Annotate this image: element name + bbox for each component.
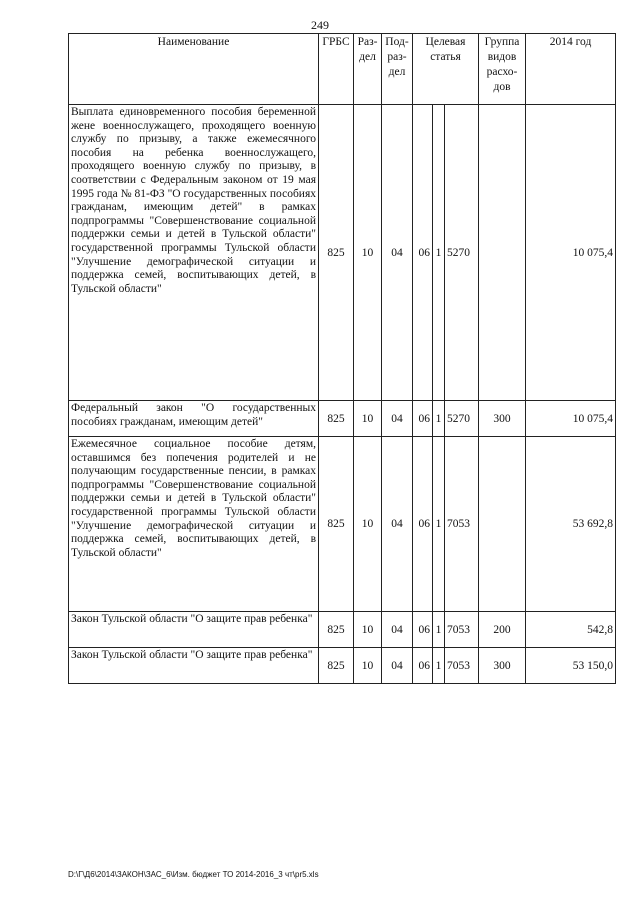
- row-razdel: 10: [354, 401, 382, 437]
- header-razdel: Раз-дел: [354, 34, 382, 105]
- footer-file-path: D:\Г\Д6\2014\ЗАКОН\ЗАС_6\Изм. бюджет ТО 2014-2016_3 чт\pr5.xls: [68, 870, 319, 879]
- row-amount: 53 150,0: [526, 648, 616, 684]
- row-amount: 542,8: [526, 612, 616, 648]
- row-target-subprogram: 1: [433, 437, 445, 612]
- row-target-subprogram: 1: [433, 105, 445, 401]
- row-group: 200: [479, 612, 526, 648]
- row-name: Федеральный закон "О государственных пособиях гражданам, имеющим детей": [69, 401, 319, 437]
- row-target-program: 06: [413, 105, 433, 401]
- table-row: [69, 437, 616, 612]
- row-target-code: 7053: [445, 612, 479, 648]
- page-number: 249: [311, 18, 329, 32]
- row-razdel: 10: [354, 437, 382, 612]
- row-podrazdel: 04: [382, 648, 413, 684]
- row-grbs: 825: [319, 437, 354, 612]
- row-group: [479, 105, 526, 401]
- header-group: Группа видов расхо-дов: [479, 34, 526, 105]
- row-group: [479, 437, 526, 612]
- header-year: 2014 год: [526, 34, 616, 105]
- row-razdel: 10: [354, 612, 382, 648]
- row-podrazdel: 04: [382, 105, 413, 401]
- header-grbs: ГРБС: [319, 34, 354, 105]
- header-podrazdel: Под-раз-дел: [382, 34, 413, 105]
- table-row: [69, 612, 616, 648]
- row-name: Закон Тульской области "О защите прав ребенка": [69, 612, 319, 648]
- row-podrazdel: 04: [382, 401, 413, 437]
- row-amount: 53 692,8: [526, 437, 616, 612]
- row-target-program: 06: [413, 648, 433, 684]
- row-target-code: 7053: [445, 648, 479, 684]
- row-target-subprogram: 1: [433, 401, 445, 437]
- header-target: Целевая статья: [413, 34, 479, 105]
- row-group: 300: [479, 401, 526, 437]
- row-target-program: 06: [413, 612, 433, 648]
- row-podrazdel: 04: [382, 612, 413, 648]
- row-amount: 10 075,4: [526, 105, 616, 401]
- budget-table: [68, 33, 616, 684]
- row-target-code: 5270: [445, 401, 479, 437]
- row-target-subprogram: 1: [433, 612, 445, 648]
- row-amount: 10 075,4: [526, 401, 616, 437]
- row-name: Выплата единовременного пособия беременной жене военнослужащего, проходящего военную службу по призыву, а также ежемесячного пособия на ребенка военнослужащего, проходящего военную службу по призыву, в соответствии с Федеральным законом от 19 мая 1995 года № 81-ФЗ "О государственных пособиях гражданам, имеющим детей" в рамках подпрограммы "Совершенствование социальной поддержки семьи и детей в Тульской области" государственной программы Тульской области "Улучшение демографической ситуации и поддержка семей, воспитывающих детей, в Тульской области": [69, 105, 319, 401]
- header-name: Наименование: [69, 34, 319, 105]
- row-name: Ежемесячное социальное пособие детям, оставшимся без попечения родителей и не получающим государственные пенсии, в рамках подпрограммы "Совершенствование социальной поддержки семьи и детей в Тульской области" государственной программы Тульской области "Улучшение демографической ситуации и поддержка семей, воспитывающих детей, в Тульской области": [69, 437, 319, 612]
- row-podrazdel: 04: [382, 437, 413, 612]
- row-target-program: 06: [413, 437, 433, 612]
- row-target-subprogram: 1: [433, 648, 445, 684]
- row-grbs: 825: [319, 105, 354, 401]
- row-name: Закон Тульской области "О защите прав ребенка": [69, 648, 319, 684]
- row-target-code: 5270: [445, 105, 479, 401]
- row-grbs: 825: [319, 401, 354, 437]
- row-target-code: 7053: [445, 437, 479, 612]
- row-razdel: 10: [354, 648, 382, 684]
- header-row: [69, 34, 616, 105]
- row-razdel: 10: [354, 105, 382, 401]
- row-target-program: 06: [413, 401, 433, 437]
- table-row: [69, 105, 616, 401]
- row-grbs: 825: [319, 612, 354, 648]
- table-row: [69, 648, 616, 684]
- row-grbs: 825: [319, 648, 354, 684]
- table-row: [69, 401, 616, 437]
- row-group: 300: [479, 648, 526, 684]
